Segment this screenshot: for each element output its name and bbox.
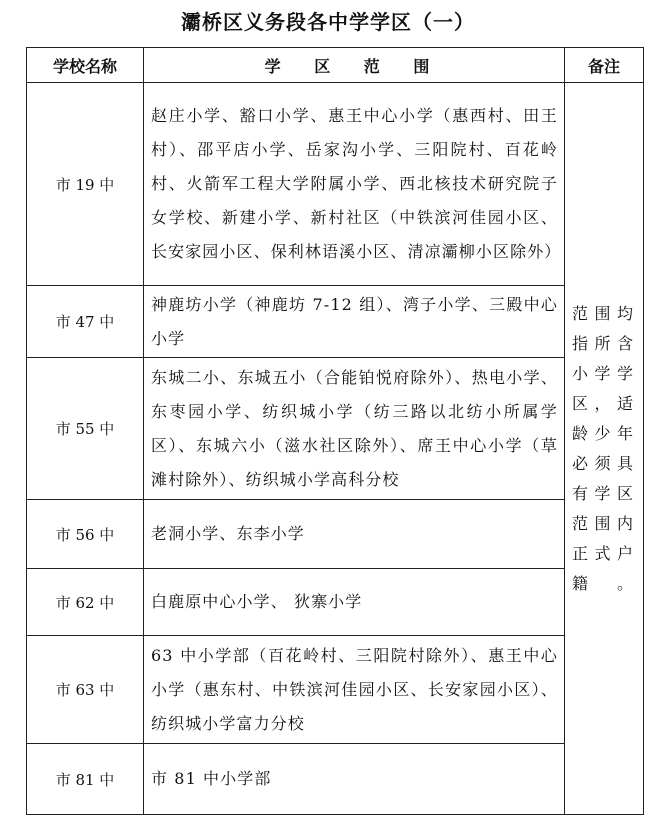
district-scope-cell: 东城二小、东城五小（合能铂悦府除外）、热电小学、东枣园小学、纺织城小学（纺三路以北纺小所属学区）、东城六小（滋水社区除外）、席王中心小学（草滩村除外）、纺织城小学高科分校 bbox=[144, 358, 565, 500]
page-title: 灞桥区义务段各中学学区（一） bbox=[181, 10, 475, 34]
table-row bbox=[27, 358, 644, 500]
district-scope-cell: 赵庄小学、豁口小学、惠王中心小学（惠西村、田王村）、邵平店小学、岳家沟小学、三阳院村、百花岭村、火箭军工程大学附属小学、西北核技术研究院子女学校、新建小学、新村社区（中铁滨河佳园小区、长安家园小区、保利林语溪小区、清凉灞柳小区除外） bbox=[144, 83, 565, 286]
district-scope-cell: 63 中小学部（百花岭村、三阳院村除外）、惠王中心小学（惠东村、中铁滨河佳园小区、长安家园小区）、纺织城小学富力分校 bbox=[144, 636, 565, 744]
school-name-cell: 市 55 中 bbox=[27, 358, 144, 500]
school-name-cell: 市 56 中 bbox=[27, 500, 144, 569]
school-name-cell: 市 63 中 bbox=[27, 636, 144, 744]
school-name-cell: 市 19 中 bbox=[27, 83, 144, 286]
district-scope-cell: 老洞小学、东李小学 bbox=[144, 500, 565, 569]
header-school-name: 学校名称 bbox=[27, 48, 144, 83]
school-name-cell: 市 47 中 bbox=[27, 286, 144, 358]
school-district-table bbox=[26, 47, 644, 815]
table-row bbox=[27, 500, 644, 569]
table-row bbox=[27, 636, 644, 744]
table-row bbox=[27, 83, 644, 286]
district-scope-cell: 白鹿原中心小学、 狄寨小学 bbox=[144, 569, 565, 636]
district-scope-cell: 神鹿坊小学（神鹿坊 7-12 组）、湾子小学、三殿中心小学 bbox=[144, 286, 565, 358]
district-scope-cell: 市 81 中小学部 bbox=[144, 744, 565, 815]
header-district-scope: 学 区 范 围 bbox=[144, 48, 565, 83]
header-note: 备注 bbox=[565, 48, 644, 83]
school-name-cell: 市 81 中 bbox=[27, 744, 144, 815]
school-name-cell: 市 62 中 bbox=[27, 569, 144, 636]
table-header-row bbox=[27, 48, 644, 83]
note-cell: 范围均指所含小学学区，适龄少年必须具有学区范围内正式户籍。 bbox=[565, 83, 644, 815]
table-row bbox=[27, 744, 644, 815]
table-row bbox=[27, 569, 644, 636]
table-row bbox=[27, 286, 644, 358]
